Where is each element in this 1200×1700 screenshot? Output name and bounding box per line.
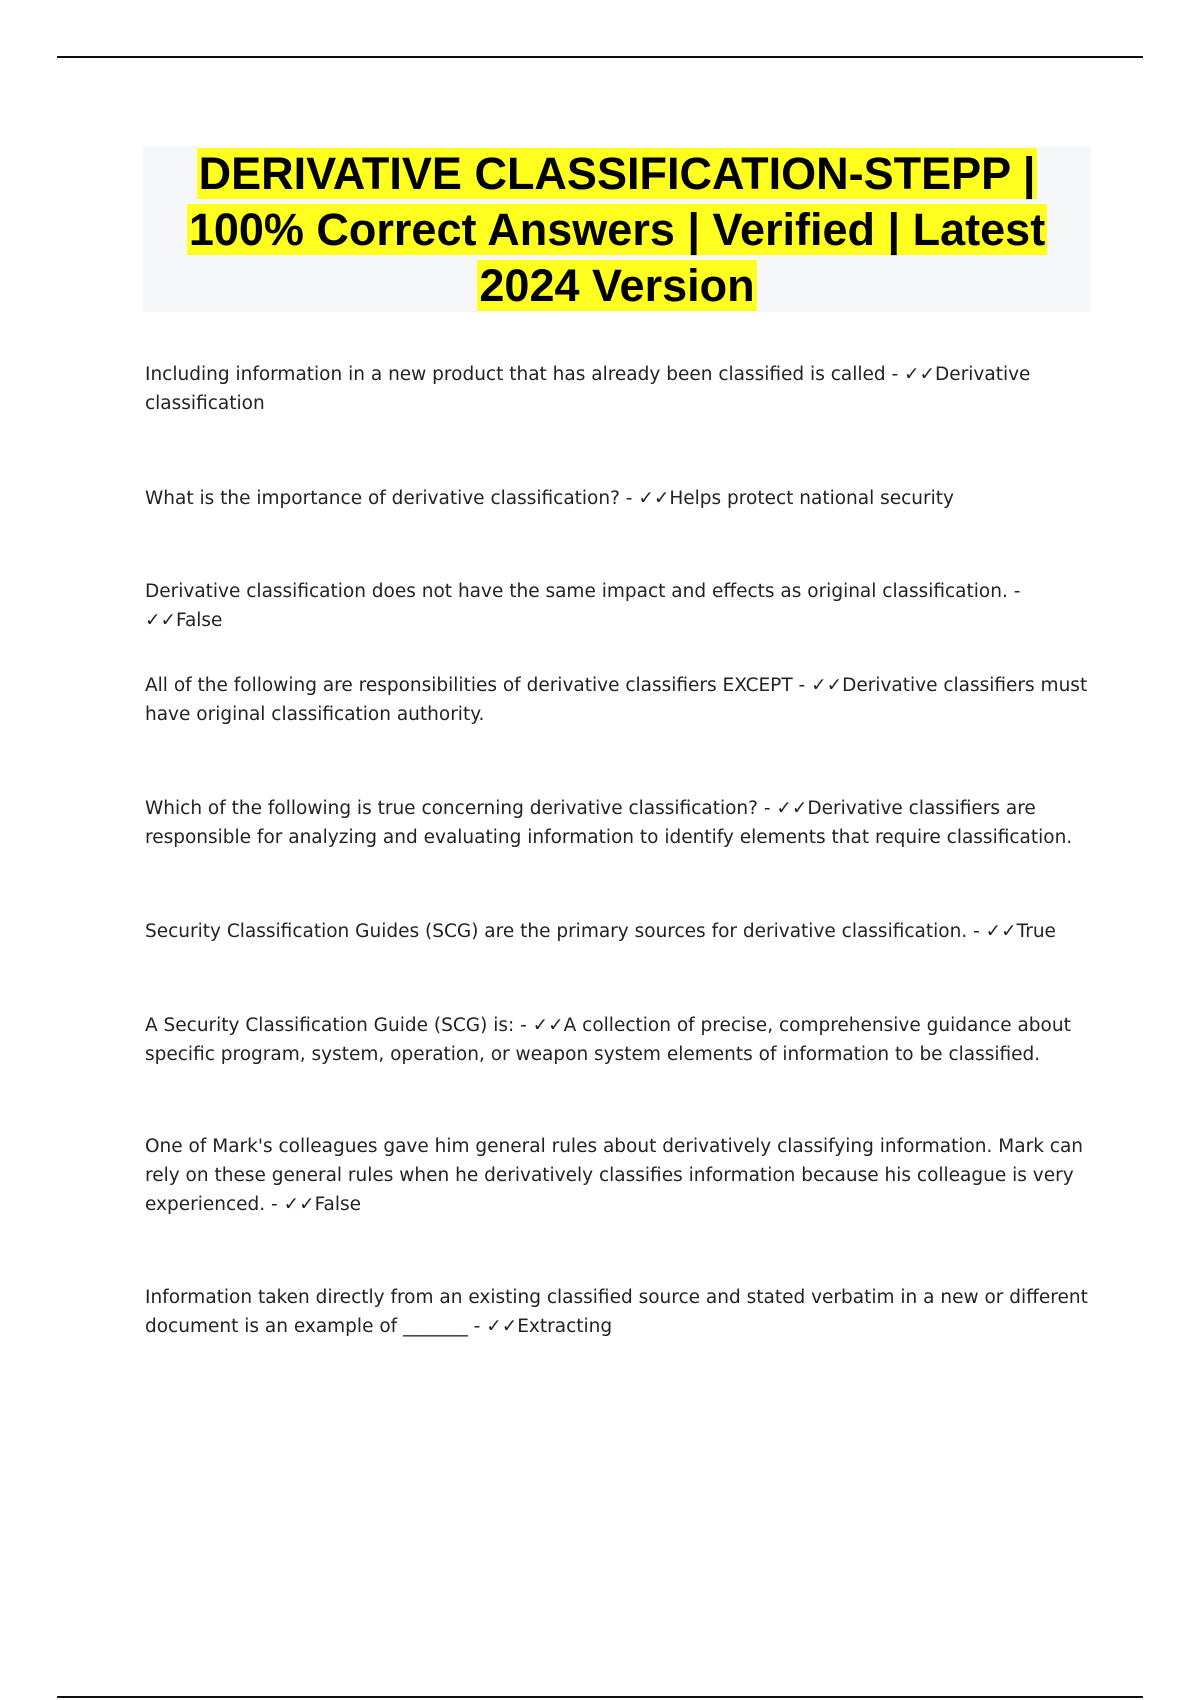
title-line-1 — [143, 146, 1091, 201]
qa-item-2: What is the importance of derivative classification? - ✓✓Helps protect national security — [145, 488, 954, 509]
document-title — [143, 146, 1091, 312]
qa-item-8: One of Mark's colleagues gave him general rules about derivatively classifying information. Mark can rely on these general rules when he derivatively classifies information because his colleague is very experienced. - ✓✓False — [145, 1136, 1084, 1215]
title-line-3 — [143, 258, 1091, 313]
qa-item-4: All of the following are responsibilities of derivative classifiers EXCEPT - ✓✓Derivative classifiers must have original classification authority. — [145, 675, 1088, 725]
top-divider — [57, 56, 1143, 58]
qa-item-6: Security Classification Guides (SCG) are the primary sources for derivative classification. - ✓✓True — [145, 921, 1056, 942]
bottom-divider — [57, 1696, 1143, 1698]
qa-item-1: Including information in a new product that has already been classified is called - ✓✓Derivative classification — [145, 364, 1031, 414]
title-line-1-text: DERIVATIVE CLASSIFICATION-STEPP | — [198, 148, 1036, 199]
title-line-3-text: 2024 Version — [479, 260, 755, 311]
title-line-2 — [143, 202, 1091, 257]
qa-item-5: Which of the following is true concerning derivative classification? - ✓✓Derivative classifiers are responsible for analyzing and evaluating information to identify elements that require classification. — [145, 798, 1073, 848]
qa-item-7: A Security Classification Guide (SCG) is: - ✓✓A collection of precise, comprehensive guidance about specific program, system, operation, or weapon system elements of information to be classified. — [145, 1015, 1071, 1065]
qa-item-9: Information taken directly from an existing classified source and stated verbatim in a new or different document is an example of _______ - ✓✓Extracting — [145, 1287, 1088, 1337]
qa-item-3: Derivative classification does not have the same impact and effects as original classification. - ✓✓False — [145, 581, 1021, 631]
title-line-2-text: 100% Correct Answers | Verified | Latest — [188, 204, 1046, 255]
